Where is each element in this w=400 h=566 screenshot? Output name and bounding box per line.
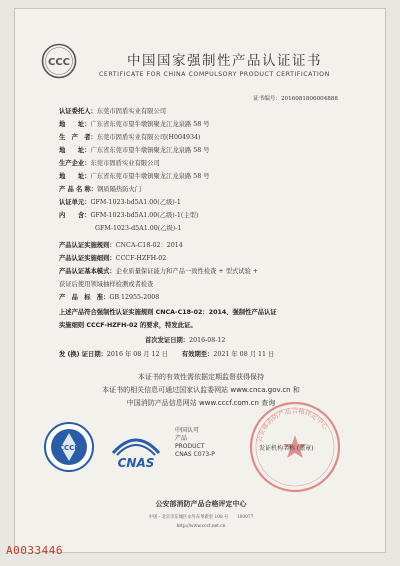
field-standard: 产 品 标 准：GB 12955-2008 bbox=[59, 294, 160, 301]
svg-text:CNAS: CNAS bbox=[117, 456, 155, 470]
statement-line-2: 实施细则 CCCF-HZFH-02 的要求，特发此证。 bbox=[59, 322, 197, 329]
field-rules: 产品认证实施规则：CNCA-C18-02：2014 bbox=[59, 242, 183, 249]
note-cccf-website: 中国消防产品信息网站 www.cccf.com.cn 查询 bbox=[126, 399, 276, 407]
cccf-logo-icon bbox=[43, 421, 95, 473]
certificate-sheet bbox=[14, 8, 386, 553]
svg-text:公安部消防产品合格评定中心: 公安部消防产品合格评定中心 bbox=[255, 406, 330, 444]
note-cnca-website: 本证书的相关信息可通过国家认监委网站 www.cnca.gov.cn 和 bbox=[102, 386, 300, 394]
field-applicant-address: 地 址：广东省东莞市望牛墩镇聚龙江龙泉路 58 号 bbox=[59, 121, 210, 128]
note-validity: 本证书的有效性需依据定期监督获得保持 bbox=[138, 373, 264, 381]
issuer-website: http://www.cccf.net.cn bbox=[176, 524, 226, 529]
field-factory: 生产企业：东莞市固盾实业有限公司 bbox=[59, 160, 160, 167]
statement-line-1: 上述产品符合强制性认证实施规则 CNCA-C18-02：2014、强制性产品认证 bbox=[59, 309, 277, 316]
field-includes: 内 含：GFM-1023-bd5A1.00(乙级)-1(主型) bbox=[59, 212, 199, 219]
ccc-logo-icon bbox=[41, 43, 77, 79]
field-manufacturer-address: 地 址：广东省东莞市望牛墩镇聚龙江龙泉路 58 号 bbox=[59, 147, 210, 154]
issuer-signature-label: 发证机构名称 (盖章) bbox=[259, 445, 314, 452]
issue-dates: 发 (换) 证日期：2016 年 08 月 12 日 有效期至：2021 年 08 月 11 日 bbox=[59, 351, 275, 358]
field-includes-cont: GFM-1023-d5A1.00(乙级)-1 bbox=[95, 225, 182, 232]
issuer-address: 中国・北京市东城区永外东革新里 108 号 100077 bbox=[148, 515, 254, 520]
field-detailed-rules: 产品认证实施细则：CCCF-HZFH-02 bbox=[59, 255, 167, 262]
field-applicant: 认证委托人：东莞市固盾实业有限公司 bbox=[59, 108, 167, 115]
field-manufacturer: 生 产 者：东莞市固盾实业有限公司(H004934) bbox=[59, 134, 201, 141]
field-mode: 产品认证基本模式：企业质量保证能力和产品一致性检查 + 型式试验 + bbox=[59, 268, 259, 275]
field-factory-address: 地 址：广东省东莞市望牛墩镇聚龙江龙泉路 58 号 bbox=[59, 173, 210, 180]
field-product-name: 产 品 名 称：钢质隔热防火门 bbox=[59, 186, 142, 193]
svg-text:CCC: CCC bbox=[47, 57, 71, 68]
certificate-number: 证书编号：2016081806004888 bbox=[253, 96, 338, 102]
cnas-product-info: 中国认可 产品 PRODUCT CNAS C073-P bbox=[175, 427, 215, 458]
field-cert-unit: 认证单元：GFM-1023-bd5A1.00(乙级)-1 bbox=[59, 199, 181, 206]
title-english: CERTIFICATE FOR CHINA COMPULSORY PRODUCT CERTIFICATION bbox=[99, 71, 330, 78]
issuing-center-name: 公安部消防产品合格评定中心 bbox=[155, 500, 247, 508]
cnas-logo-icon bbox=[107, 423, 165, 475]
serial-number: A0033446 bbox=[6, 544, 63, 557]
title-chinese: 中国国家强制性产品认证证书 bbox=[127, 53, 322, 69]
first-issue-date: 首次发证日期：2016-08-12 bbox=[145, 337, 226, 344]
field-mode-cont: 获证后使用领域抽样检测或者检查 bbox=[59, 281, 154, 288]
svg-text:CCCF: CCCF bbox=[58, 444, 80, 452]
